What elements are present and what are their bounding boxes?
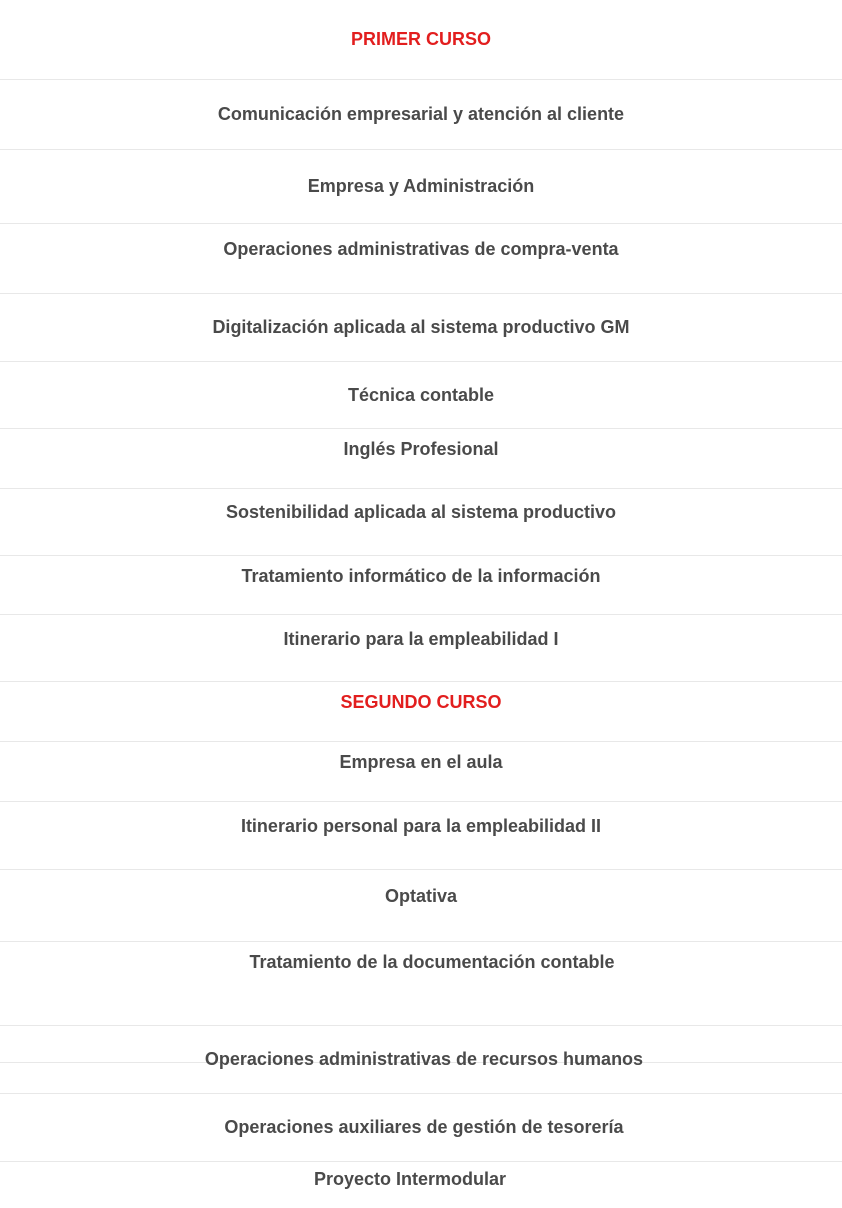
divider xyxy=(0,741,842,742)
divider xyxy=(0,488,842,489)
subject-item: Operaciones administrativas de recursos humanos xyxy=(204,1049,644,1069)
divider xyxy=(0,869,842,870)
divider xyxy=(0,428,842,429)
first-course-header: PRIMER CURSO xyxy=(350,29,491,49)
divider xyxy=(0,223,842,224)
divider xyxy=(0,1093,842,1094)
subject-item: Empresa y Administración xyxy=(307,176,535,196)
subject-item: Itinerario para la empleabilidad I xyxy=(283,629,559,649)
divider xyxy=(0,681,842,682)
divider xyxy=(0,1025,842,1026)
subject-item: Comunicación empresarial y atención al cliente xyxy=(217,104,625,124)
divider xyxy=(0,1161,842,1162)
divider xyxy=(0,79,842,80)
subject-item: Digitalización aplicada al sistema productivo GM xyxy=(212,317,630,337)
divider xyxy=(0,801,842,802)
divider xyxy=(0,555,842,556)
subject-item: Tratamiento informático de la información xyxy=(241,566,601,586)
subject-item: Tratamiento de la documentación contable xyxy=(249,952,615,972)
divider xyxy=(0,614,842,615)
divider xyxy=(0,149,842,150)
divider xyxy=(0,293,842,294)
subject-item: Inglés Profesional xyxy=(343,439,499,459)
divider xyxy=(0,361,842,362)
subject-item: Proyecto Intermodular xyxy=(313,1169,507,1189)
divider xyxy=(0,941,842,942)
subject-item: Optativa xyxy=(384,886,458,906)
subject-item: Empresa en el aula xyxy=(339,752,503,772)
subject-item: Técnica contable xyxy=(347,385,495,405)
subject-item: Operaciones administrativas de compra-venta xyxy=(223,239,619,259)
subject-item: Operaciones auxiliares de gestión de tesorería xyxy=(224,1117,624,1137)
subject-item: Itinerario personal para la empleabilidad II xyxy=(240,816,602,836)
second-course-header: SEGUNDO CURSO xyxy=(340,692,502,712)
subject-item: Sostenibilidad aplicada al sistema productivo xyxy=(225,502,617,522)
